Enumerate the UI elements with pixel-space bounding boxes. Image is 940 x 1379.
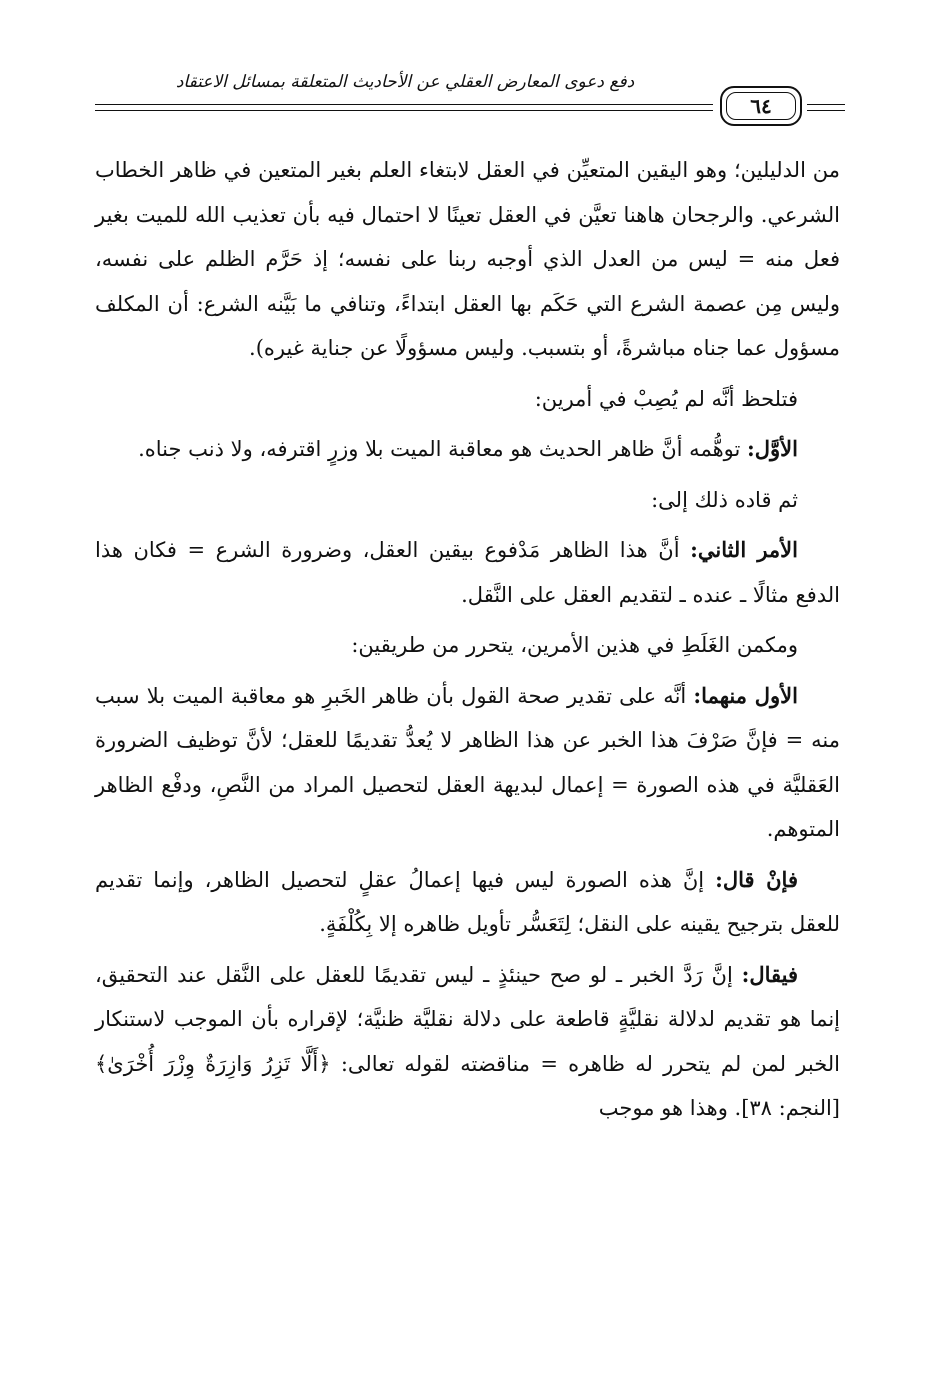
page-number-badge: [720, 86, 802, 126]
paragraph: [95, 674, 840, 852]
paragraph-text: توهُّمه أنَّ ظاهر الحديث هو معاقبة الميت بلا وزرٍ اقترفه، ولا ذنب جناه.: [138, 437, 748, 461]
paragraph-text: فتلحظ أنَّه لم يُصِبْ في أمرين:: [534, 386, 798, 411]
paragraph-text: ثم قاده ذلك إلى:: [651, 487, 798, 512]
paragraph-lead: الأول منهما:: [693, 682, 798, 708]
paragraph: [95, 427, 840, 472]
paragraph-text: أنَّ هذا الظاهر مَدْفوع بيقين العقل، وضرورة الشرع = فكان هذا الدفع مثالًا ـ عنده ـ لتقديم العقل على النَّقل.: [95, 538, 840, 607]
page-number: ٦٤: [726, 92, 796, 120]
paragraph: [95, 528, 840, 617]
paragraph-text: إنَّ رَدَّ الخبر ـ لو صح حينئذٍ ـ ليس تقديمًا للعقل على النَّقل عند التحقيق، إنما هو تقديم لدلالة نقليَّةٍ قاطعة على دلالة نقليَّة ظنيَّة؛ لإقراره بأن الموجب لاستنكار الخبر لمن لم يتحرر له ظاهره = مناقضته لقوله تعالى: ﴿أَلَّا تَزِرُ وَازِرَةٌ وِزْرَ أُخْرَىٰ﴾ [النجم: ٣٨]. وهذا هو موجب: [95, 962, 840, 1120]
paragraph: [95, 953, 840, 1131]
paragraph-text: ومكمن الغَلَطِ في هذين الأمرين، يتحرر من طريقين:: [351, 633, 798, 657]
paragraph-lead: الأمر الثاني:: [690, 537, 798, 562]
header-rule-bottom: [95, 110, 713, 111]
header-rule-right-top: [807, 104, 845, 105]
paragraph-lead: فيقال:: [741, 961, 798, 987]
paragraph: [95, 377, 840, 422]
header-rule-right-bottom: [807, 110, 845, 111]
paragraph: [95, 148, 840, 371]
paragraph-text: إنَّ هذه الصورة ليس فيها إعمالُ عقلٍ لتحصيل الظاهر، وإنما تقديم للعقل بترجيح يقينه على النقل؛ لِتَعَسُّر تأويل ظاهره إلا بِكُلْفَةٍ.: [95, 867, 840, 936]
paragraph-text: من الدليلين؛ وهو اليقين المتعيِّن في العقل لابتغاء العلم بغير المتعين في ظاهر الخطاب الشرعي. والرجحان هاهنا تعيَّن في العقل تعينًا لا احتمال فيه بأن تعذيب الله للميت بغير فعل منه = ليس من العدل الذي أوجبه ربنا على نفسه؛ إذ حَرَّم الظلم على نفسه، وليس مِن عصمة الشرع التي حَكَم بها العقل ابتداءً، وتنافي ما بَيَّنه الشرع: أن المكلف مسؤول عما جناه مباشرةً، أو بتسبب. وليس مسؤولًا عن جناية غيره).: [95, 158, 841, 360]
paragraph-text: أنَّه على تقدير صحة القول بأن ظاهر الخَبرِ هو معاقبة الميت بلا سبب منه = فإنَّ صَرْفَ هذا الخبر عن هذا الظاهر لا يُعدُّ تقديمًا للعقل؛ لأنَّ توظيف الضرورة العَقليَّة في هذه الصورة = إعمال لبديهة العقل لتحصيل المراد من النَّصِ، ودفْع الظاهر المتوهم.: [95, 683, 840, 841]
header-rule-top: [95, 104, 713, 105]
paragraph: [95, 623, 840, 668]
page-header: [95, 62, 845, 132]
running-title: دفع دعوى المعارض العقلي عن الأحاديث المتعلقة بمسائل الاعتقاد: [175, 72, 635, 92]
paragraph-lead: فإنْ قال:: [715, 866, 798, 892]
paragraph: [95, 478, 840, 523]
paragraph-lead: الأوَّل:: [747, 436, 798, 461]
paragraph: [95, 858, 840, 947]
page-body: [95, 148, 840, 1137]
